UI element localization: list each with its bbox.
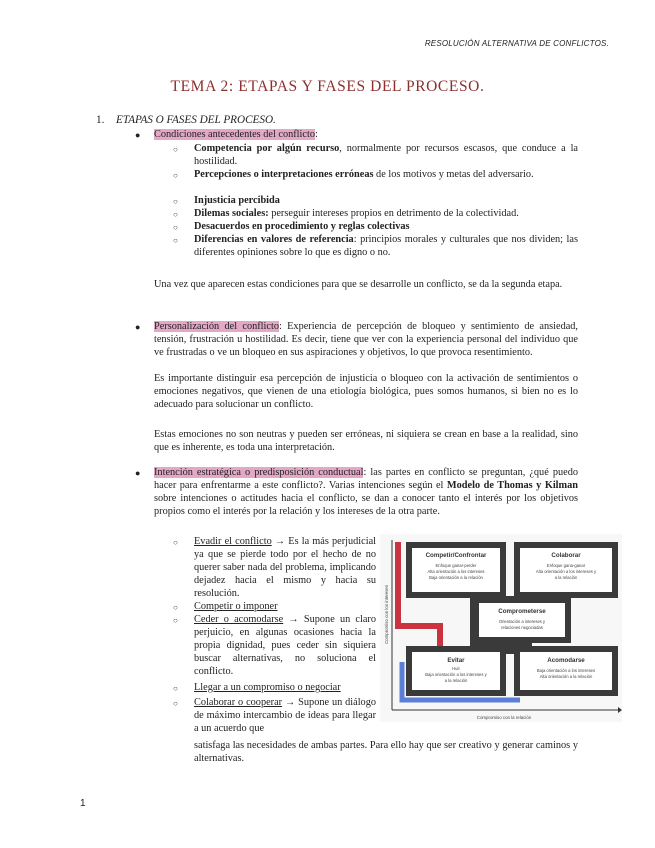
y-axis-label: Compromiso con los intereses [384,584,389,644]
circle-bullet-icon: ○ [173,197,178,206]
list-item: Llegar a un compromiso o negociar [194,682,341,693]
paragraph: satisfaga las necesidades de ambas partes. Para ello hay que ser creativo y generar caminos y alternativas. [194,740,578,764]
list-item: Percepciones o interpretaciones erróneas de los motivos y metas del adversario. [194,169,534,180]
list-item: Injusticia percibida [194,195,280,206]
circle-bullet-icon: ○ [173,171,178,180]
section-heading [96,114,276,126]
svg-text:Enfoque ganar-perder: Enfoque ganar-perder [435,563,477,568]
svg-text:Baja orientación a los interes: Baja orientación a los intereses [536,668,596,673]
x-axis-arrow-icon [618,707,622,713]
circle-bullet-icon: ○ [173,223,178,232]
svg-text:Baja orientación a los interes: Baja orientación a los intereses y [425,672,487,677]
circle-bullet-icon: ○ [173,538,178,547]
circle-bullet-icon: ○ [173,616,178,625]
svg-text:relaciones negociadas: relaciones negociadas [501,625,543,630]
bullet-dot-icon: ● [135,468,141,478]
circle-bullet-icon: ○ [173,145,178,154]
x-axis-label: Compromiso con la relación [476,715,532,720]
box-acomodarse-title: Acomodarse [547,657,585,664]
running-header: RESOLUCIÓN ALTERNATIVA DE CONFLICTOS. [424,39,609,48]
highlight-label: Intención estratégica o predisposición conductual [154,467,364,478]
highlight-label: Personalización del conflicto [154,321,279,332]
paragraph: Estas emociones no son neutras y pueden ser erróneas, ni siquiera se crean en base a la realidad, sino que es inherente, es toda una interpretación. [154,429,578,453]
list-item: Ceder o acomodarse → Supone un claro perjuicio, en algunas ocasiones hacia la propia dignidad, pues ceder sin siquiera buscar alternativas, no soluciona el conflicto. [194,614,376,677]
list-item: Colaborar o cooperar → Supone un diálogo de máximo intercambio de ideas para llegar a un acuerdo que [194,697,377,734]
bullet-dot-icon: ● [135,130,141,140]
svg-text:Alta orientación a los interes: Alta orientación a los intereses y [535,569,597,574]
svg-text:Alta orientación a los interes: Alta orientación a los intereses [427,569,485,574]
svg-text:Orientación a intereses y: Orientación a intereses y [498,619,546,624]
highlight-label: Condiciones antecedentes del conflicto [154,129,315,140]
section-label: ETAPAS O FASES DEL PROCESO. [116,114,276,126]
svg-text:Alta orientación a la relación: Alta orientación a la relación [539,674,593,679]
list-item: Dilemas sociales: perseguir intereses propios en detrimento de la colectividad. [194,208,519,219]
list-item: Evadir el conflicto → Es la más perjudicial ya que se pierde todo por el hecho de no querer saber nada del problema, implicando dejadez hacia el mismo y hacia su resolución. [194,536,377,599]
circle-bullet-icon: ○ [173,684,178,693]
diagram-svg [380,534,622,722]
svg-text:Enfoque gana-ganar: Enfoque gana-ganar [546,563,586,568]
box-comprometerse-title: Comprometerse [498,608,546,615]
page-title: TEMA 2: ETAPAS Y FASES DEL PROCESO. [170,78,485,95]
page-number: 1 [80,798,86,809]
list-item: Desacuerdos en procedimiento y reglas colectivas [194,221,410,232]
circle-bullet-icon: ○ [173,603,178,612]
thomas-kilman-diagram [380,534,622,722]
box-evitar-title: Evitar [447,657,465,664]
section-number: 1. [96,114,105,126]
bullet-2: Personalización del conflicto: Experiencia de percepción de bloqueo y sentimiento de ansiedad, tensión, frustración u hostilidad. Es decir, tiene que ver con la experiencia personal del individuo que ve frustradas o ve un bloqueo en sus aspiraciones y objetivos, lo que provoca resentimiento. [154,321,579,358]
bullet-dot-icon: ● [135,322,141,332]
circle-bullet-icon: ○ [173,236,178,245]
bullet-1: Condiciones antecedentes del conflicto: [154,129,318,140]
svg-text:Baja orientación a la relación: Baja orientación a la relación [429,575,483,580]
paragraph: Una vez que aparecen estas condiciones para que se desarrolle un conflicto, se da la segunda etapa. [154,279,563,290]
svg-text:a la relación: a la relación [554,575,578,580]
circle-bullet-icon: ○ [173,210,178,219]
circle-bullet-icon: ○ [173,699,178,708]
list-item: Competencia por algún recurso, normalmente por recursos escasos, que conduce a la hostilidad. [194,143,578,167]
svg-text:Huir: Huir [452,666,460,671]
list-item: Diferencias en valores de referencia: principios morales y culturales que nos dividen; las diferentes opiniones sobre lo que es digno o no. [194,234,578,258]
bullet-3: Intención estratégica o predisposición conductual: las partes en conflicto se preguntan, ¿qué puedo hacer para enfrentarme a este conflicto?. Varias intenciones según el Modelo de Thomas y Kilman sobre intenciones o actitudes hacia el conflicto, se dan a conocer tanto el interés por los objetivos propios como el interés por la relación y los intereses de la otra parte. [154,467,578,517]
svg-text:a la relación: a la relación [444,678,468,683]
box-competir-title: Competir/Confrontar [425,552,487,559]
paragraph: Es importante distinguir esa percepción de injusticia o bloqueo con la activación de sentimientos o emociones negativos, que vienen de una etiología biológica, pues somos humanos, si bien no es lo adecuado para solucionar un conflicto. [154,373,578,410]
list-item: Competir o imponer [194,601,278,612]
box-colaborar-title: Colaborar [551,552,581,559]
model-name: Modelo de Thomas y Kilman [446,480,578,491]
